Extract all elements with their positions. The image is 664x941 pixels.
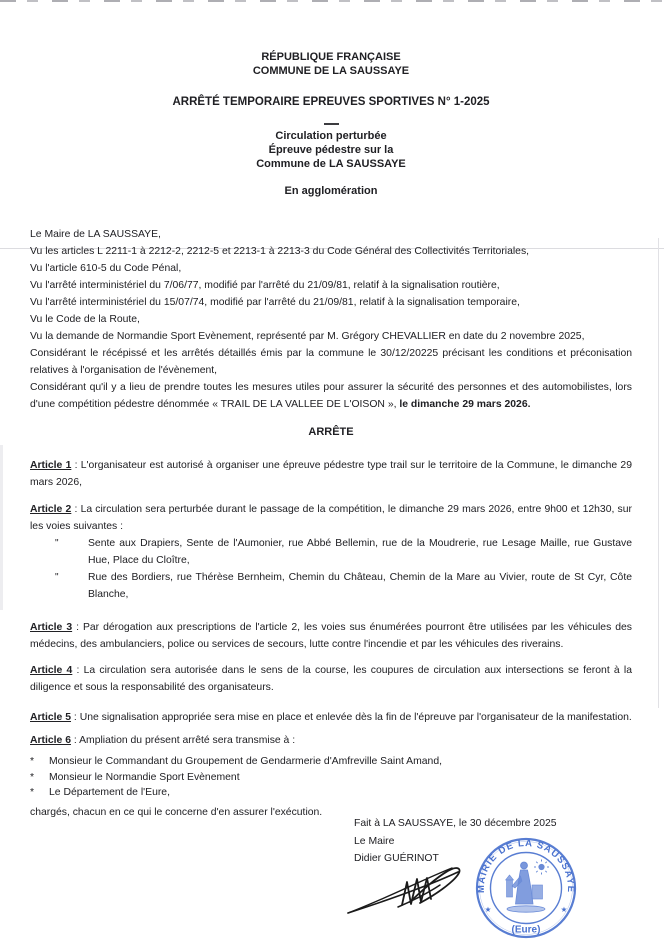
ditto-bullet: " (55, 572, 59, 583)
vu-line-4: Vu l'arrêté interministériel du 15/07/74, modifié par l'arrêté du 21/09/81, relatif à la signalisation temporaire, (30, 297, 520, 308)
vu-line-5: Vu le Code de la Route, (30, 314, 140, 325)
article-4-label: Article 4 (30, 665, 73, 676)
vu-line-2: Vu l'article 610-5 du Code Pénal, (30, 263, 182, 274)
article-3-label: Article 3 (30, 622, 73, 633)
recipient-text-2: Monsieur le Normandie Sport Evènement (49, 771, 240, 783)
asterisk-bullet: * (30, 756, 35, 767)
document-header (30, 0, 632, 198)
article-1-text: L'organisateur est autorisé à organiser une épreuve pédestre type trail sur le territoire de la Commune, le dimanche 29 mars 2026, (30, 460, 632, 488)
mairie-stamp (474, 836, 578, 940)
article-4 (30, 662, 632, 696)
zone-line: En agglomération (284, 185, 378, 197)
commune-line: COMMUNE DE LA SAUSSAYE (252, 65, 410, 77)
article-2-text: La circulation sera perturbée durant le passage de la compétition, le dimanche 29 mars 2026, entre 9h00 et 12h30, sur les voies suivantes : (30, 504, 632, 532)
article-2 (30, 501, 632, 535)
article-3-text: Par dérogation aux prescriptions de l'article 2, les voies sus énumérées pourront être utilisées par les véhicules des médecins, des ambulanciers, police ou services de secours, lutte contre l'incendie et par les véhicules des riverains. (30, 622, 632, 650)
handwritten-signature (340, 855, 475, 920)
stamp-arc-label: MAIRIE DE LA SAUSSAYE (475, 837, 577, 894)
vu-line-3: Vu l'arrêté interministériel du 7/06/77, modifié par l'arrêté du 21/09/81, relatif à la signalisation routière, (30, 280, 500, 291)
street-list-item (30, 535, 632, 569)
considerant-2-text: Considérant qu'il y a lieu de prendre toutes les mesures utiles pour assurer la sécurité des personnes et des automobilistes, lors d'une compétition pédestre dénommée « TRAIL DE LA VALLEE DE L'OISON », (30, 382, 632, 410)
recipient-list (30, 754, 632, 801)
page-title: ARRÊTÉ TEMPORAIRE EPREUVES SPORTIVES N° 1-2025 (172, 96, 490, 108)
arrete-heading: ARRÊTE (308, 426, 354, 438)
asterisk-bullet: * (30, 771, 35, 783)
stamp-star-right: ★ (560, 905, 568, 914)
signer-name: Didier GUÉRINOT (354, 853, 439, 864)
recipient-item (30, 785, 632, 801)
recipient-item (30, 770, 632, 786)
article-3-sep: : (72, 622, 83, 633)
street-list (30, 535, 632, 603)
stamp-emblem (506, 860, 550, 913)
article-6-label: Article 6 (30, 735, 72, 746)
recipient-text-1: Monsieur le Commandant du Groupement de Gendarmerie d'Amfreville Saint Amand, (49, 756, 442, 767)
article-6-text: Ampliation du présent arrêté sera transmise à : (79, 735, 296, 746)
considerant-2 (30, 379, 632, 413)
subtitle-line-3: Commune de LA SAUSSAYE (256, 158, 406, 170)
article-5-text: Une signalisation appropriée sera mise en place et enlevée dès la fin de l'épreuve par l'organisateur de la manifestation. (79, 712, 632, 723)
closing-line: chargés, chacun en ce qui le concerne d'en assurer l'exécution. (30, 806, 323, 818)
ditto-bullet: " (55, 538, 59, 549)
recipient-text-3: Le Département de l'Eure, (49, 787, 170, 798)
vu-line-6: Vu la demande de Normandie Sport Evènement, représenté par M. Grégory CHEVALLIER en date du 2 novembre 2025, (30, 331, 585, 342)
article-6-sep: : (71, 735, 80, 746)
subtitle-line-1: Circulation perturbée (275, 130, 387, 142)
article-2-label: Article 2 (30, 504, 72, 515)
recipient-item (30, 754, 632, 770)
article-5 (30, 709, 632, 726)
considerant-1: Considérant le récépissé et les arrêtés détaillés émis par la commune le 30/12/20225 précisant les conditions et préconisation relatives à l'organisation de l'évènement, (30, 348, 632, 376)
asterisk-bullet: * (30, 787, 35, 798)
vu-line-1: Vu les articles L 2211-1 à 2212-2, 2212-5 et 2213-1 à 2213-3 du Code Général des Collectivités Territoriales, (30, 246, 530, 257)
article-3 (30, 619, 632, 653)
street-list-item (30, 569, 632, 603)
separator-dash (324, 123, 339, 125)
article-1-label: Article 1 (30, 460, 72, 471)
stamp-star-left: ★ (484, 905, 492, 914)
article-1 (30, 457, 632, 491)
document-body (30, 226, 632, 821)
signer-role: Le Maire (354, 835, 395, 847)
article-1-sep: : (71, 460, 81, 471)
preamble (30, 226, 632, 413)
street-list-text-1: Sente aux Drapiers, Sente de l'Aumonier, rue Abbé Bellemin, rue de la Moudrerie, rue Lesage Maille, rue Gustave Hue, Place du Cloître, (88, 538, 632, 566)
street-list-text-2: Rue des Bordiers, rue Thérèse Bernheim, Chemin du Château, Chemin de la Mare au Vivier, route de St Cyr, Côte Blanche, (88, 572, 632, 600)
opening-line: Le Maire de LA SAUSSAYE, (30, 229, 161, 240)
article-5-label: Article 5 (30, 712, 72, 723)
place-date-line: Fait à LA SAUSSAYE, le 30 décembre 2025 (354, 818, 557, 829)
article-6 (30, 732, 632, 749)
subtitle-line-2: Épreuve pédestre sur la (268, 144, 394, 156)
republic-line: RÉPUBLIQUE FRANÇAISE (261, 51, 401, 63)
article-5-sep: : (71, 712, 80, 723)
article-2-sep: : (71, 504, 81, 515)
article-4-text: La circulation sera autorisée dans le sens de la course, les coupures de circulation aux intersections se feront à la diligence et sous la responsabilité des organisateurs. (30, 665, 632, 693)
considerant-2-date: le dimanche 29 mars 2026. (399, 399, 531, 410)
stamp-bottom-label: (Eure) (511, 924, 541, 936)
article-4-sep: : (72, 665, 84, 676)
